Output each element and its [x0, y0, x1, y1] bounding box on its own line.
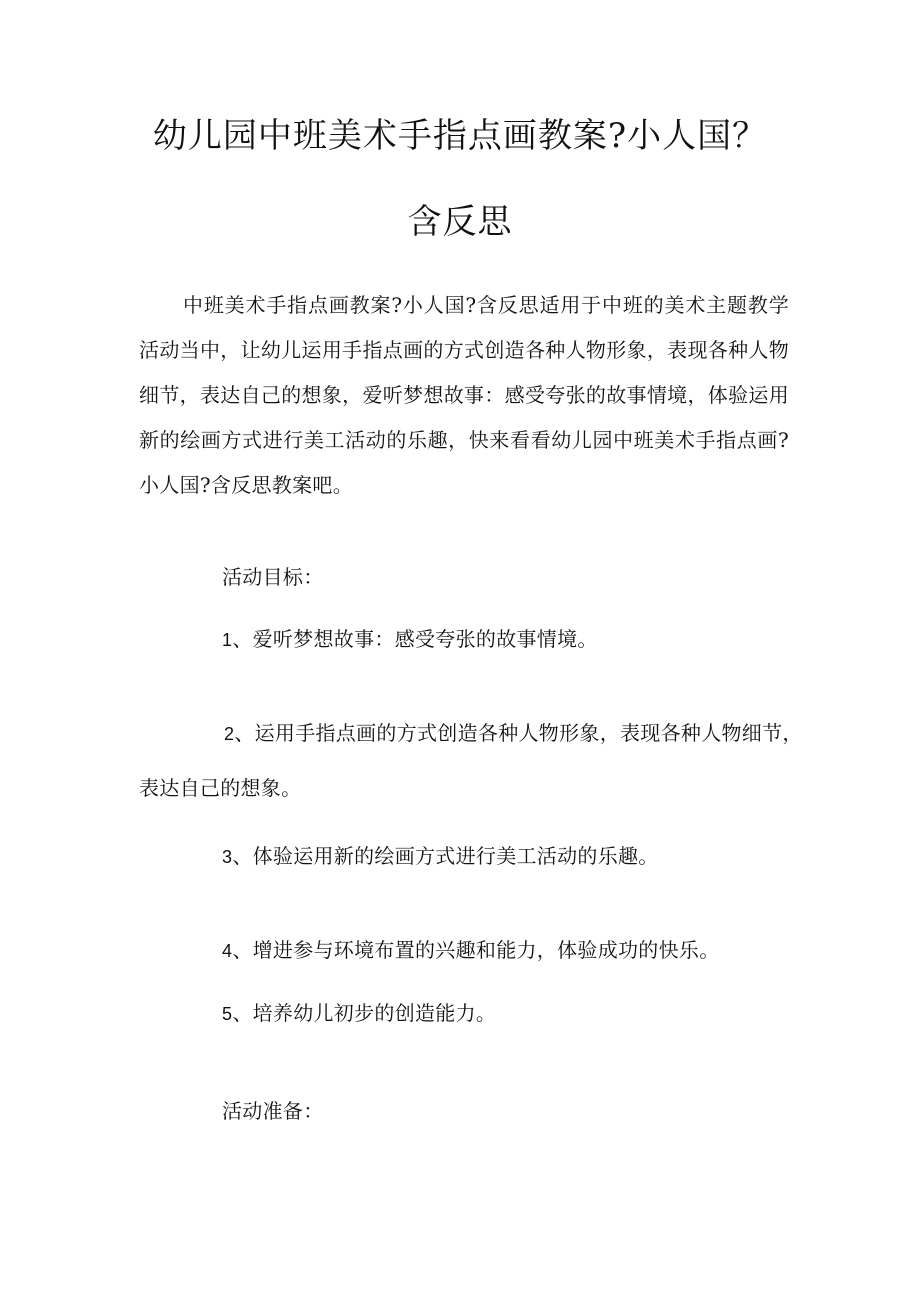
document-title-line-2: 含反思 — [407, 202, 513, 242]
intro-line: 活动当中，让幼儿运用手指点画的方式创造各种人物形象，表现各种人物 — [139, 338, 789, 362]
intro-line: 细节，表达自己的想象，爱听梦想故事：感受夸张的故事情境，体验运用 — [139, 383, 789, 407]
goal-number: 4 — [222, 941, 233, 961]
goal-item-3 — [222, 841, 659, 872]
goal-item-5 — [222, 998, 496, 1029]
goal-item-4 — [222, 935, 720, 966]
intro-line: 小人国?含反思教案吧。 — [139, 473, 354, 497]
intro-paragraph — [139, 283, 799, 508]
goal-number: 1 — [222, 630, 233, 650]
goal-number: 3 — [222, 847, 233, 867]
goal-number: 2 — [224, 724, 235, 744]
prep-heading: 活动准备： — [222, 1099, 324, 1123]
goal-number: 5 — [222, 1004, 233, 1024]
goal-text: 、培养幼儿初步的创造能力。 — [232, 1001, 497, 1025]
goal-item-2-continuation: 表达自己的想象。 — [139, 776, 302, 800]
goals-heading: 活动目标： — [222, 565, 324, 589]
goal-item-1 — [222, 624, 598, 655]
document-title-line-1: 幼儿园中班美术手指点画教案?小人国？ — [152, 116, 768, 156]
goal-text: 、运用手指点画的方式创造各种人物形象，表现各种人物细节， — [234, 721, 803, 745]
goal-item-2 — [224, 718, 803, 749]
intro-line: 中班美术手指点画教案?小人国?含反思适用于中班的美术主题教学 — [183, 293, 789, 317]
goal-text: 、体验运用新的绘画方式进行美工活动的乐趣。 — [232, 844, 659, 868]
goal-text: 、爱听梦想故事：感受夸张的故事情境。 — [232, 627, 598, 651]
goal-text: 、增进参与环境布置的兴趣和能力，体验成功的快乐。 — [232, 938, 720, 962]
intro-line: 新的绘画方式进行美工活动的乐趣，快来看看幼儿园中班美术手指点画? — [139, 428, 789, 452]
